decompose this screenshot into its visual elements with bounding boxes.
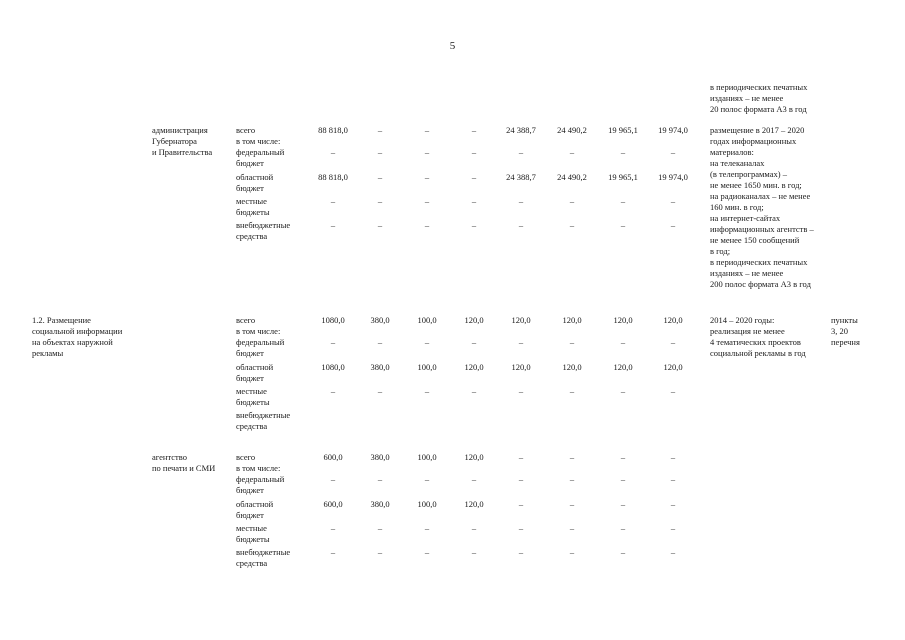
cell-value: –	[670, 220, 676, 230]
cell-value: –	[424, 474, 430, 484]
cell-value: –	[330, 523, 336, 533]
row-label-including: в том числе:	[236, 136, 281, 146]
cell-value: –	[620, 196, 626, 206]
row-label-extra: внебюджетные средства	[236, 410, 291, 431]
cell-value: –	[569, 547, 575, 557]
cell-value: –	[670, 547, 676, 557]
cell-value: –	[569, 337, 575, 347]
cell-value: –	[569, 196, 575, 206]
row-label-including: в том числе:	[236, 463, 281, 473]
cell-value: –	[330, 220, 336, 230]
executor-name: администрация Губернатора и Правительства	[152, 125, 213, 157]
cell-value: –	[330, 337, 336, 347]
cell-value: –	[471, 196, 477, 206]
row-label-extra: внебюджетные средства	[236, 220, 291, 241]
cell-value: 24 490,2	[557, 125, 587, 135]
row-label-total: всего	[236, 315, 256, 325]
cell-value: 120,0	[663, 362, 683, 372]
cell-value: 100,0	[417, 362, 437, 372]
cell-value: 24 388,7	[506, 172, 536, 182]
cell-value: –	[377, 172, 383, 182]
cell-value: –	[471, 337, 477, 347]
cell-value: 120,0	[511, 362, 531, 372]
cell-value: 380,0	[370, 362, 390, 372]
cell-value: 600,0	[323, 452, 343, 462]
cell-value: –	[670, 474, 676, 484]
executor-name: агентство по печати и СМИ	[152, 452, 216, 473]
cell-value: –	[670, 499, 676, 509]
cell-value: 1080,0	[321, 315, 345, 325]
cell-value: –	[471, 523, 477, 533]
cell-value: 100,0	[417, 315, 437, 325]
cell-value: –	[620, 474, 626, 484]
cell-value: –	[424, 172, 430, 182]
cell-value: –	[620, 547, 626, 557]
cell-value: –	[424, 125, 430, 135]
cell-value: 100,0	[417, 499, 437, 509]
cell-value: 120,0	[464, 362, 484, 372]
row-label-regional: областной бюджет	[236, 499, 274, 520]
cell-value: –	[377, 474, 383, 484]
cell-value: –	[471, 220, 477, 230]
cell-value: –	[424, 337, 430, 347]
cell-value: 120,0	[613, 362, 633, 372]
page-number: 5	[449, 40, 456, 52]
cell-value: –	[471, 474, 477, 484]
cell-value: 120,0	[464, 499, 484, 509]
cell-value: –	[569, 523, 575, 533]
cell-value: 24 490,2	[557, 172, 587, 182]
cell-value: –	[620, 147, 626, 157]
cell-value: –	[670, 196, 676, 206]
cell-value: 120,0	[663, 315, 683, 325]
cell-value: –	[518, 220, 524, 230]
row-label-extra: внебюджетные средства	[236, 547, 291, 568]
cell-value: –	[518, 147, 524, 157]
cell-value: –	[424, 386, 430, 396]
cell-value: –	[330, 147, 336, 157]
cell-value: 380,0	[370, 499, 390, 509]
cell-value: 88 818,0	[318, 125, 348, 135]
cell-value: 100,0	[417, 452, 437, 462]
cell-value: –	[569, 386, 575, 396]
cell-value: –	[377, 220, 383, 230]
cell-value: 380,0	[370, 315, 390, 325]
cell-value: –	[424, 147, 430, 157]
cell-value: 19 965,1	[608, 172, 638, 182]
cell-value: –	[670, 386, 676, 396]
cell-value: –	[330, 386, 336, 396]
cell-value: –	[518, 499, 524, 509]
cell-value: 1080,0	[321, 362, 345, 372]
cell-value: 600,0	[323, 499, 343, 509]
cell-value: –	[569, 452, 575, 462]
cell-value: 380,0	[370, 452, 390, 462]
cell-value: 120,0	[464, 315, 484, 325]
cell-value: –	[377, 125, 383, 135]
cell-value: –	[620, 523, 626, 533]
cell-value: –	[424, 547, 430, 557]
cell-value: –	[670, 337, 676, 347]
row-label-local: местные бюджеты	[236, 523, 270, 544]
cell-value: –	[424, 220, 430, 230]
cell-value: 19 974,0	[658, 172, 688, 182]
cell-value: 24 388,7	[506, 125, 536, 135]
cell-value: –	[471, 172, 477, 182]
cell-value: –	[518, 196, 524, 206]
cell-value: 120,0	[613, 315, 633, 325]
cell-value: 120,0	[562, 362, 582, 372]
cell-value: –	[424, 196, 430, 206]
row-label-total: всего	[236, 452, 256, 462]
cell-value: –	[569, 499, 575, 509]
list-points: пункты 3, 20 перечня	[831, 315, 860, 347]
item-title: 1.2. Размещение социальной информации на объектах наружной рекламы	[32, 315, 123, 358]
cell-value: –	[620, 337, 626, 347]
cell-value: –	[330, 474, 336, 484]
indicator-text: 2014 – 2020 годы: реализация не менее 4 тематических проектов социальной рекламы в год	[710, 315, 806, 358]
cell-value: –	[471, 386, 477, 396]
cell-value: –	[377, 147, 383, 157]
cell-value: –	[518, 547, 524, 557]
cell-value: 120,0	[464, 452, 484, 462]
cell-value: –	[377, 547, 383, 557]
row-label-federal: федеральный бюджет	[236, 337, 285, 358]
cell-value: –	[569, 220, 575, 230]
cell-value: –	[518, 474, 524, 484]
cell-value: –	[471, 125, 477, 135]
cell-value: 120,0	[562, 315, 582, 325]
cell-value: 120,0	[511, 315, 531, 325]
cell-value: –	[377, 386, 383, 396]
cell-value: –	[330, 196, 336, 206]
cell-value: –	[518, 523, 524, 533]
cell-value: –	[620, 386, 626, 396]
cell-value: –	[670, 452, 676, 462]
cell-value: –	[569, 474, 575, 484]
indicator-text: размещение в 2017 – 2020 годах информационных материалов: на телеканалах (в телепрограммах) – не менее 1650 мин. в год; на радиоканалах – не менее 160 мин. в год; на интернет-сайтах информационных агентств – не менее 150 сообщений в год; в периодических печатных изданиях – не менее 200 полос формата А3 в год	[710, 125, 814, 289]
cell-value: 19 965,1	[608, 125, 638, 135]
cell-value: –	[518, 337, 524, 347]
row-label-local: местные бюджеты	[236, 386, 270, 407]
row-label-regional: областной бюджет	[236, 362, 274, 383]
top-continuation-note: в периодических печатных изданиях – не менее 20 полос формата А3 в год	[710, 82, 808, 114]
cell-value: –	[377, 523, 383, 533]
cell-value: –	[620, 220, 626, 230]
row-label-total: всего	[236, 125, 256, 135]
cell-value: –	[471, 547, 477, 557]
cell-value: –	[518, 386, 524, 396]
row-label-including: в том числе:	[236, 326, 281, 336]
cell-value: –	[377, 196, 383, 206]
cell-value: –	[424, 523, 430, 533]
row-label-regional: областной бюджет	[236, 172, 274, 193]
cell-value: –	[670, 147, 676, 157]
cell-value: –	[569, 147, 575, 157]
cell-value: –	[471, 147, 477, 157]
cell-value: –	[670, 523, 676, 533]
cell-value: 19 974,0	[658, 125, 688, 135]
cell-value: –	[518, 452, 524, 462]
cell-value: –	[620, 499, 626, 509]
row-label-federal: федеральный бюджет	[236, 474, 285, 495]
cell-value: 88 818,0	[318, 172, 348, 182]
row-label-local: местные бюджеты	[236, 196, 270, 217]
cell-value: –	[377, 337, 383, 347]
row-label-federal: федеральный бюджет	[236, 147, 285, 168]
cell-value: –	[330, 547, 336, 557]
cell-value: –	[620, 452, 626, 462]
